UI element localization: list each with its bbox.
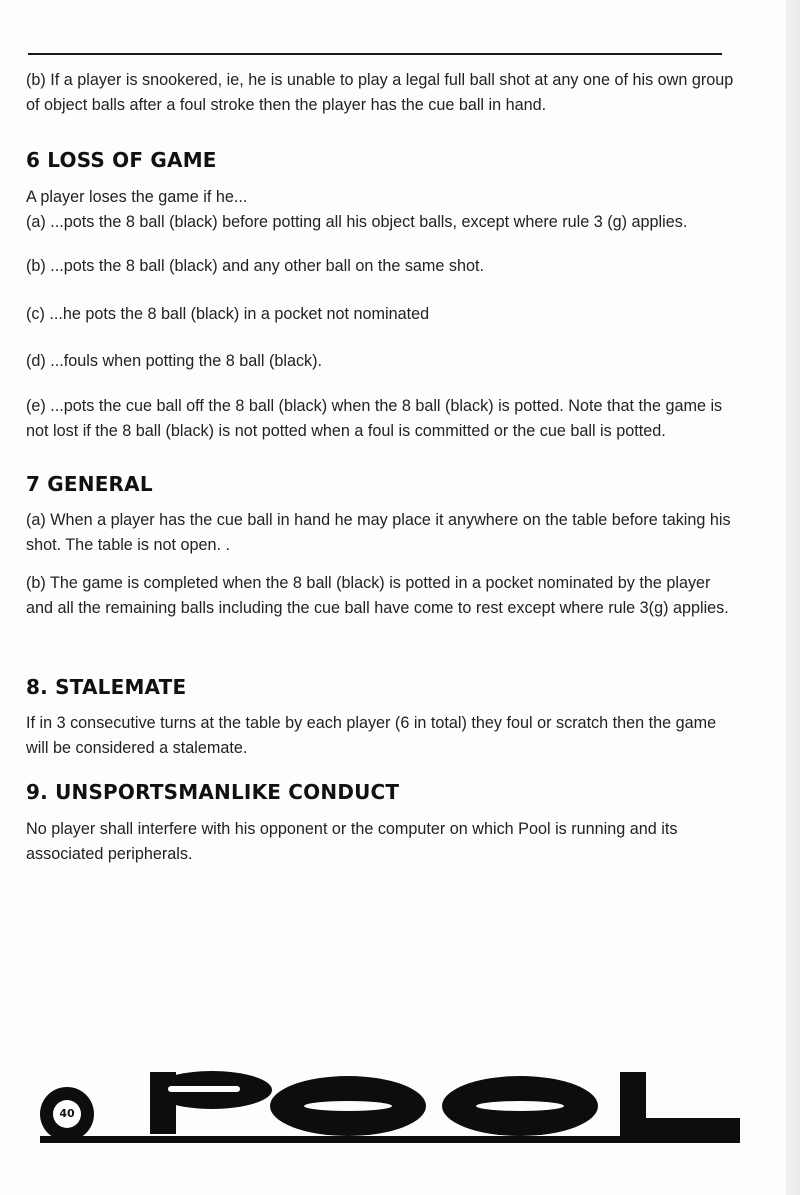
logo-letter-l (620, 1072, 740, 1136)
page-edge (786, 0, 800, 1195)
stalemate-text: If in 3 consecutive turns at the table by each player (6 in total) they foul or scratch then the game will be considered a stalemate. (26, 714, 717, 757)
stalemate-heading: 8. STALEMATE (26, 675, 187, 699)
loss-of-game-heading-block (26, 148, 736, 172)
conduct-text-block (26, 817, 736, 867)
top-rule (28, 53, 722, 55)
conduct-text: No player shall interfere with his opponent or the computer on which Pool is running and its associated peripherals. (26, 820, 678, 863)
general-rule-b: (b) The game is completed when the 8 ball (black) is potted in a pocket nominated by the player and all the remaining balls including the cue ball have come to rest except where rule 3(g) applies. (26, 574, 729, 617)
page-footer (0, 1060, 800, 1150)
page-number-badge (40, 1087, 94, 1141)
general-heading-block (26, 472, 736, 496)
conduct-heading: 9. UNSPORTSMANLIKE CONDUCT (26, 780, 400, 804)
rule-snookered-text: (b) If a player is snookered, ie, he is unable to play a legal full ball shot at any one of his own group of object balls after a foul stroke then the player has the cue ball in hand. (26, 71, 734, 114)
loss-rule-b-block (26, 254, 736, 279)
stalemate-heading-block (26, 675, 736, 699)
loss-rule-c: (c) ...he pots the 8 ball (black) in a pocket not nominated (26, 305, 430, 323)
loss-of-game-heading: 6 LOSS OF GAME (26, 148, 217, 172)
general-heading: 7 GENERAL (26, 472, 153, 496)
loss-intro-block (26, 185, 736, 235)
rule-snookered-block (26, 68, 736, 118)
conduct-heading-block (26, 780, 736, 804)
loss-rule-d-block (26, 349, 736, 374)
loss-rule-b: (b) ...pots the 8 ball (black) and any other ball on the same shot. (26, 257, 485, 275)
loss-intro: A player loses the game if he... (26, 188, 248, 206)
general-rule-a-block (26, 508, 736, 558)
loss-rule-a: (a) ...pots the 8 ball (black) before potting all his object balls, except where rule 3 (g) applies. (26, 213, 688, 231)
loss-rule-e: (e) ...pots the cue ball off the 8 ball (black) when the 8 ball (black) is potted. Note that the game is not lost if the 8 ball (black) is not potted when a foul is committed or the cue ball is potted. (26, 397, 723, 440)
footer-rule (40, 1136, 740, 1143)
general-rule-a: (a) When a player has the cue ball in hand he may place it anywhere on the table before taking his shot. The table is not open. . (26, 511, 731, 554)
page-number: 40 (53, 1100, 81, 1128)
loss-rule-d: (d) ...fouls when potting the 8 ball (black). (26, 352, 323, 370)
logo-letter-p (150, 1071, 272, 1134)
pool-logo (150, 1068, 740, 1138)
loss-rule-c-block (26, 302, 736, 327)
stalemate-text-block (26, 711, 736, 761)
general-rule-b-block (26, 571, 736, 621)
loss-rule-e-block (26, 394, 736, 444)
